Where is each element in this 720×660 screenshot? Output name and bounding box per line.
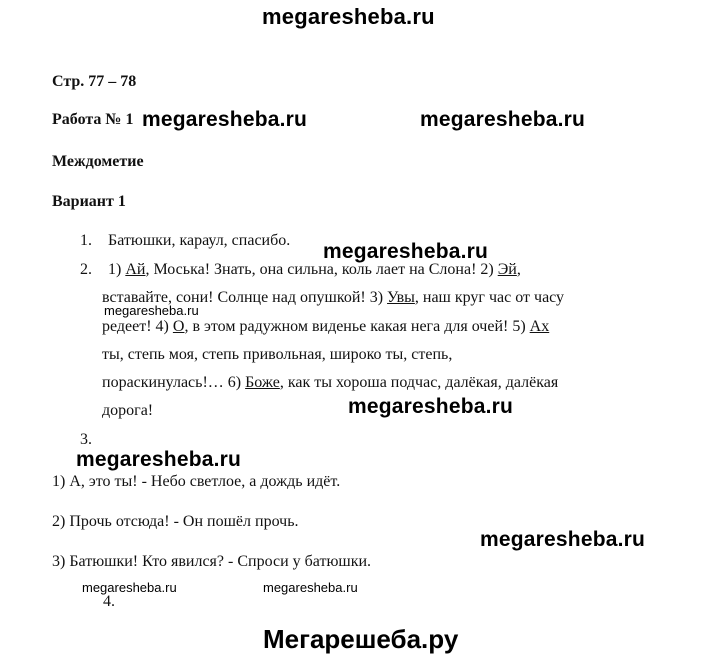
watermark-small-1: megaresheba.ru (104, 303, 199, 318)
topic-heading: Междометие (52, 153, 144, 170)
task-2-text: вставайте, сони! Солнце над опушкой! 3) (102, 289, 388, 306)
task-2-text: , Моська! Знать, она сильна, коль лает на Слона! 2) (145, 261, 498, 278)
watermark-inline-6: megaresheba.ru (480, 528, 646, 551)
task-4-number: 4. (103, 593, 115, 610)
task-2-number: 2. (80, 261, 92, 278)
task-2-text: 1) (108, 261, 126, 278)
task-1-number: 1. (80, 232, 92, 249)
task-2-text: ты, степь моя, степь привольная, широко ты, степь, (102, 346, 453, 363)
interjection-ai: Ай (125, 261, 146, 278)
task-1 (80, 232, 290, 250)
task-2-line-4 (102, 346, 452, 364)
task-3-item-3: 3) Батюшки! Кто явился? - Спроси у батюшки. (52, 553, 372, 570)
interjection-bozhe: Боже (245, 374, 280, 391)
watermark-inline-2: megaresheba.ru (420, 108, 586, 131)
task-2-text: редеет! 4) (102, 318, 173, 335)
interjection-uvy: Увы (387, 289, 415, 306)
watermark-inline-3: megaresheba.ru (323, 240, 489, 263)
task-2-text: , наш круг час от часу (414, 289, 565, 306)
task-1-text: Батюшки, караул, спасибо. (108, 232, 291, 249)
watermark-inline-5: megaresheba.ru (76, 448, 242, 471)
watermark-inline-4: megaresheba.ru (348, 395, 514, 418)
interjection-o: О (172, 318, 185, 335)
watermark-small-2: megaresheba.ru (82, 580, 177, 595)
watermark-inline-1: megaresheba.ru (142, 108, 308, 131)
task-2-text: дорога! (102, 402, 154, 419)
task-2-text: , (516, 261, 521, 278)
interjection-akh: Ах (529, 318, 550, 335)
variant-heading: Вариант 1 (52, 193, 126, 210)
interjection-ei: Эй (497, 261, 517, 278)
task-3-number: 3. (80, 431, 92, 448)
watermark-small-3: megaresheba.ru (263, 580, 358, 595)
task-2-line-1 (80, 261, 521, 279)
task-3-item-2: 2) Прочь отсюда! - Он пошёл прочь. (52, 513, 299, 530)
work-number-heading: Работа № 1 (52, 111, 134, 128)
task-3-item-1: 1) А, это ты! - Небо светлое, а дождь идёт. (52, 473, 341, 490)
task-2-line-5 (102, 374, 558, 392)
task-2-text: пораскинулась!… 6) (102, 374, 246, 391)
task-2-line-6 (102, 402, 153, 420)
task-2-text: , как ты хороша подчас, далёкая, далёкая (279, 374, 559, 391)
watermark-footer: Мегарешеба.ру (263, 624, 459, 654)
task-2-line-3 (102, 318, 549, 336)
page-range-heading: Стр. 77 – 78 (52, 73, 137, 90)
task-2-text: , в этом радужном виденье какая нега для очей! 5) (184, 318, 530, 335)
watermark-top: megaresheba.ru (262, 4, 435, 29)
